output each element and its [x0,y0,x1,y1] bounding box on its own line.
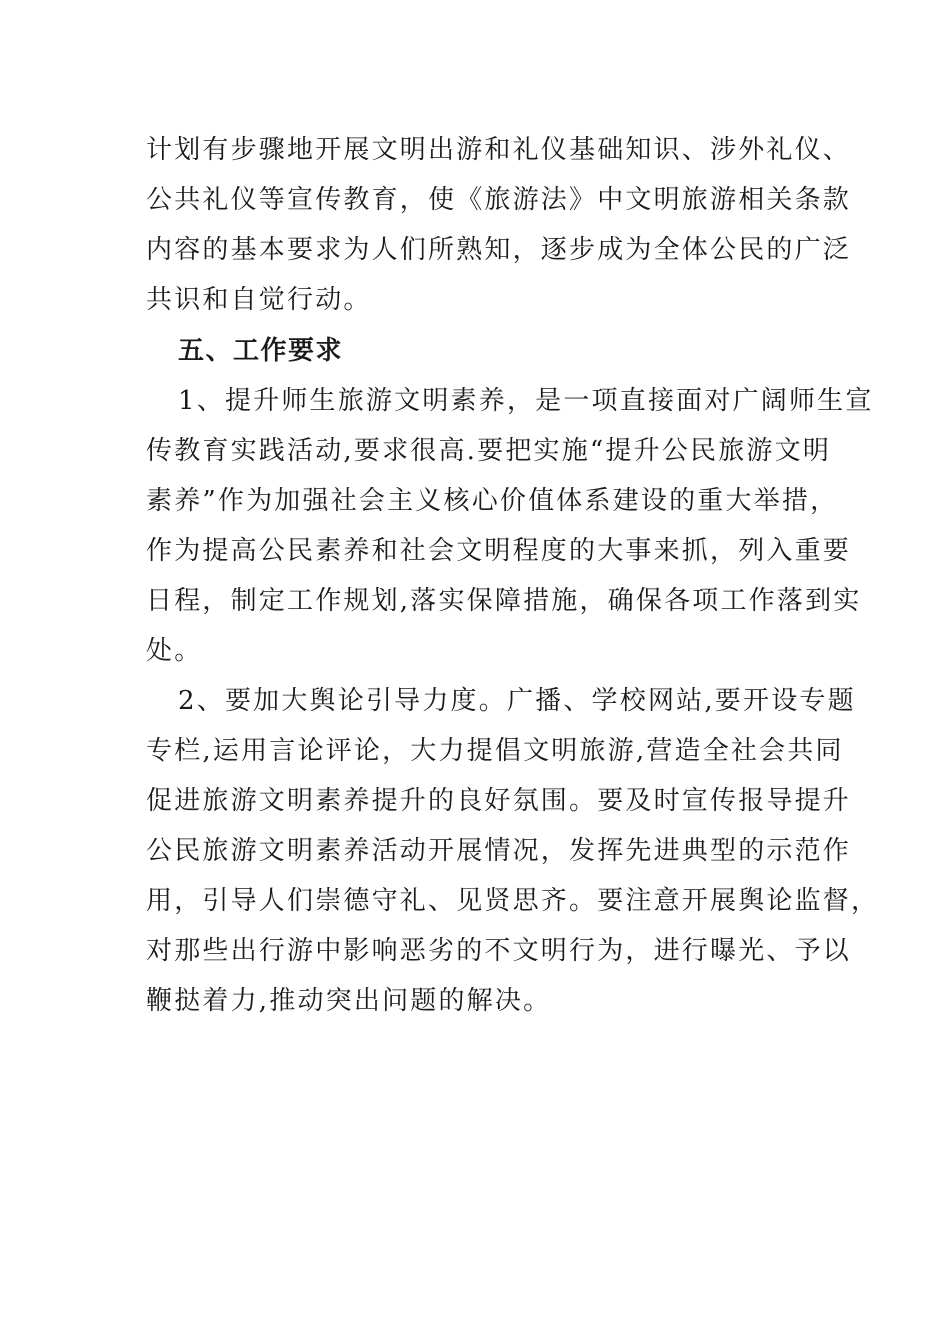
paragraph-line: 专栏,运用言论评论，大力提倡文明旅游,营造全社会共同 [146,736,844,766]
paragraph-line: 公民旅游文明素养活动开展情况，发挥先进典型的示范作 [146,836,852,866]
paragraph-line: 传教育实践活动,要求很高.要把实施“提升公民旅游文明 [146,436,832,466]
paragraph-line: 共识和自觉行动。 [146,285,372,315]
paragraph-line: 处。 [146,636,203,666]
paragraph-line: 用，引导人们崇德守礼、见贤思齐。要注意开展舆论监督， [146,886,880,916]
paragraph-line: 素养”作为加强社会主义核心价值体系建设的重大举措， [146,486,839,516]
paragraph-line: 2、要加大舆论引导力度。广播、学校网站,要开设专题 [178,686,856,716]
paragraph-line: 促进旅游文明素养提升的良好氛围。要及时宣传报导提升 [146,786,852,816]
paragraph-line: 内容的基本要求为人们所熟知，逐步成为全体公民的广泛 [146,235,852,265]
paragraph-line: 1、提升师生旅游文明素养，是一项直接面对广阔师生宣 [178,386,874,416]
section-heading: 五、工作要求 [178,336,344,366]
paragraph-line: 计划有步骤地开展文明出游和礼仪基础知识、涉外礼仪、 [146,135,852,165]
paragraph-line: 公共礼仪等宣传教育，使《旅游法》中文明旅游相关条款 [146,185,852,215]
paragraph-line: 作为提高公民素养和社会文明程度的大事来抓，列入重要 [146,536,852,566]
paragraph-line: 对那些出行游中影响恶劣的不文明行为，进行曝光、予以 [146,936,852,966]
paragraph-line: 鞭挞着力,推动突出问题的解决。 [146,986,552,1016]
paragraph-line: 日程，制定工作规划,落实保障措施，确保各项工作落到实 [146,586,862,616]
